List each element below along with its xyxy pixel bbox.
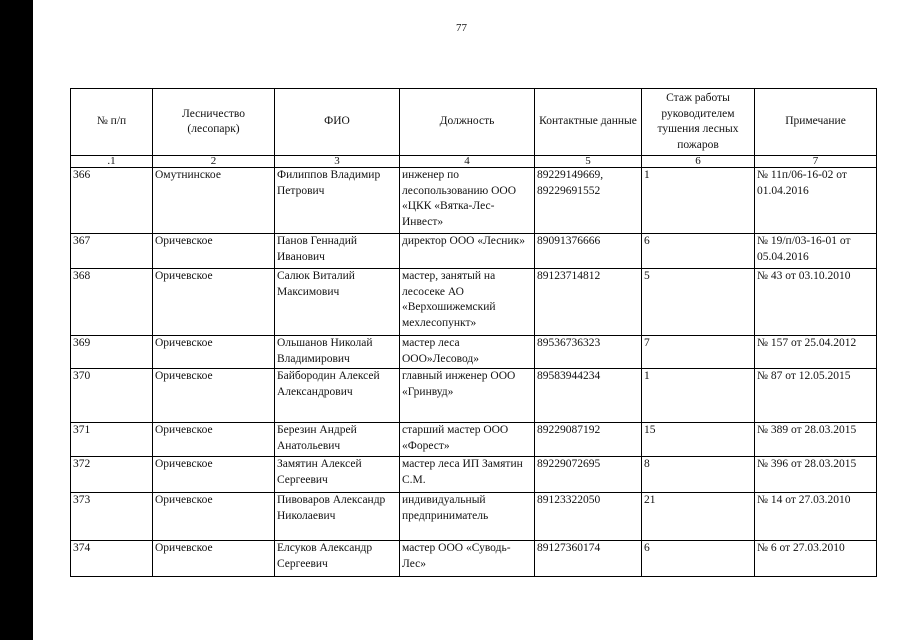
cell-position: индивидуальный предприниматель [400, 493, 535, 541]
table-row [71, 234, 877, 269]
cell-forestry: Оричевское [153, 493, 275, 541]
cell-number: 371 [71, 423, 153, 457]
cell-experience: 6 [642, 234, 755, 269]
page-number: 77 [456, 22, 467, 34]
cell-note: № 87 от 12.05.2015 [755, 369, 877, 423]
cell-position: мастер леса ООО»Лесовод» [400, 336, 535, 369]
cell-note: № 157 от 25.04.2012 [755, 336, 877, 369]
scan-left-border [0, 0, 33, 640]
cell-number: 373 [71, 493, 153, 541]
table-row [71, 369, 877, 423]
cell-note: № 396 от 28.03.2015 [755, 457, 877, 493]
table-row [71, 269, 877, 336]
column-header-position: Должность [400, 89, 535, 156]
cell-name: Панов Геннадий Иванович [275, 234, 400, 269]
column-number: 7 [755, 156, 877, 168]
cell-experience: 21 [642, 493, 755, 541]
column-header-number: № п/п [71, 89, 153, 156]
cell-experience: 8 [642, 457, 755, 493]
cell-experience: 7 [642, 336, 755, 369]
column-header-contacts: Контактные данные [535, 89, 642, 156]
column-header-forestry: Лесничество (лесопарк) [153, 89, 275, 156]
column-header-experience: Стаж работы руководителем тушения лесных пожаров [642, 89, 755, 156]
table-row [71, 493, 877, 541]
cell-note: № 389 от 28.03.2015 [755, 423, 877, 457]
cell-contacts: 89536736323 [535, 336, 642, 369]
cell-name: Замятин Алексей Сергеевич [275, 457, 400, 493]
forest-fire-managers-table [70, 88, 877, 577]
table-row [71, 457, 877, 493]
cell-contacts: 89583944234 [535, 369, 642, 423]
cell-experience: 15 [642, 423, 755, 457]
column-number: 5 [535, 156, 642, 168]
cell-note: № 6 от 27.03.2010 [755, 541, 877, 577]
cell-contacts: 89123322050 [535, 493, 642, 541]
cell-contacts: 89229149669, 89229691552 [535, 168, 642, 234]
cell-name: Байбородин Алексей Александрович [275, 369, 400, 423]
cell-forestry: Омутнинское [153, 168, 275, 234]
cell-position: инженер по лесопользованию ООО «ЦКК «Вятка-Лес-Инвест» [400, 168, 535, 234]
cell-position: мастер леса ИП Замятин С.М. [400, 457, 535, 493]
column-number: .1 [71, 156, 153, 168]
cell-name: Филиппов Владимир Петрович [275, 168, 400, 234]
cell-contacts: 89123714812 [535, 269, 642, 336]
cell-name: Елсуков Александр Сергеевич [275, 541, 400, 577]
table-row [71, 541, 877, 577]
cell-number: 369 [71, 336, 153, 369]
column-number: 3 [275, 156, 400, 168]
cell-note: № 14 от 27.03.2010 [755, 493, 877, 541]
cell-number: 366 [71, 168, 153, 234]
cell-forestry: Оричевское [153, 457, 275, 493]
cell-note: № 11п/06-16-02 от 01.04.2016 [755, 168, 877, 234]
cell-note: № 43 от 03.10.2010 [755, 269, 877, 336]
cell-experience: 5 [642, 269, 755, 336]
cell-number: 374 [71, 541, 153, 577]
column-header-name: ФИО [275, 89, 400, 156]
column-number-row [71, 156, 877, 168]
cell-experience: 1 [642, 168, 755, 234]
cell-forestry: Оричевское [153, 234, 275, 269]
cell-note: № 19/п/03-16-01 от 05.04.2016 [755, 234, 877, 269]
cell-name: Пивоваров Александр Николаевич [275, 493, 400, 541]
cell-contacts: 89229087192 [535, 423, 642, 457]
cell-forestry: Оричевское [153, 369, 275, 423]
cell-position: главный инженер ООО «Гринвуд» [400, 369, 535, 423]
cell-contacts: 89127360174 [535, 541, 642, 577]
cell-position: мастер ООО «Суводь-Лес» [400, 541, 535, 577]
cell-position: директор ООО «Лесник» [400, 234, 535, 269]
column-number: 6 [642, 156, 755, 168]
cell-forestry: Оричевское [153, 336, 275, 369]
cell-forestry: Оричевское [153, 269, 275, 336]
cell-name: Березин Андрей Анатольевич [275, 423, 400, 457]
cell-name: Ольшанов Николай Владимирович [275, 336, 400, 369]
cell-number: 368 [71, 269, 153, 336]
cell-forestry: Оричевское [153, 423, 275, 457]
cell-experience: 6 [642, 541, 755, 577]
table-row [71, 168, 877, 234]
column-number: 4 [400, 156, 535, 168]
table-row [71, 336, 877, 369]
cell-number: 367 [71, 234, 153, 269]
cell-position: старший мастер ООО «Форест» [400, 423, 535, 457]
column-number: 2 [153, 156, 275, 168]
column-header-note: Примечание [755, 89, 877, 156]
cell-contacts: 89229072695 [535, 457, 642, 493]
cell-forestry: Оричевское [153, 541, 275, 577]
cell-name: Салюк Виталий Максимович [275, 269, 400, 336]
table-row [71, 423, 877, 457]
cell-number: 370 [71, 369, 153, 423]
cell-experience: 1 [642, 369, 755, 423]
table-header-row [71, 89, 877, 156]
cell-contacts: 89091376666 [535, 234, 642, 269]
cell-number: 372 [71, 457, 153, 493]
cell-position: мастер, занятый на лесосеке АО «Верхошижемский мехлесопункт» [400, 269, 535, 336]
